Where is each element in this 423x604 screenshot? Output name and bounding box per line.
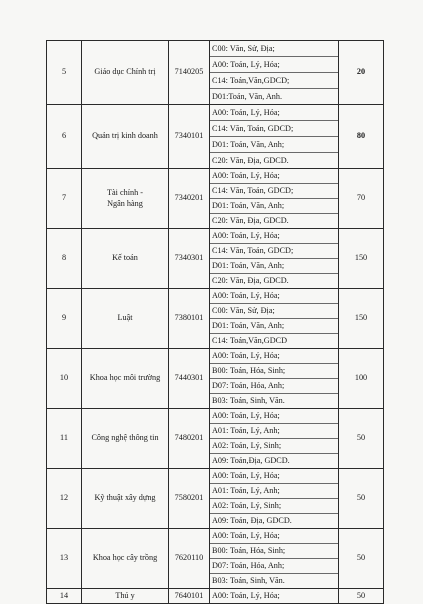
quota: 100	[339, 349, 384, 409]
major-code: 7340101	[169, 105, 210, 169]
subject-combos	[210, 289, 339, 349]
combo-item: A02: Toán, Lý, Sinh;	[210, 499, 338, 514]
combo-item: A00: Toán, Lý, Hóa;	[212, 591, 280, 600]
major-code: 7340301	[169, 229, 210, 289]
major-name: Kỹ thuật xây dựng	[82, 469, 169, 529]
combo-item: C20: Văn, Địa, GDCD.	[212, 216, 289, 225]
major-code: 7640101	[169, 589, 210, 604]
subject-combos	[210, 349, 339, 409]
combo-item: C00: Văn, Sử, Địa;	[210, 304, 338, 319]
row-number: 6	[47, 105, 82, 169]
subject-combos	[210, 41, 339, 105]
quota: 150	[339, 289, 384, 349]
combo-item: C00: Văn, Sử, Địa;	[210, 41, 338, 57]
table-row	[47, 349, 384, 409]
combo-item: C14: Văn, Toán, GDCD;	[210, 184, 338, 199]
major-code: 7380101	[169, 289, 210, 349]
combo-item: C14: Toán,Văn,GDCD;	[210, 73, 338, 89]
major-name: Luật	[82, 289, 169, 349]
quota: 50	[339, 469, 384, 529]
quota: 150	[339, 229, 384, 289]
major-code: 7140205	[169, 41, 210, 105]
subject-combos	[210, 529, 339, 589]
major-name: Thú y	[82, 589, 169, 604]
combo-item: C20: Văn, Địa, GDCD.	[212, 156, 289, 165]
combo-item: A00: Toán, Lý, Hóa;	[210, 169, 338, 184]
combo-item: A09: Toán,Địa, GDCD.	[212, 456, 290, 465]
major-name: Tài chính - Ngân hàng	[82, 169, 169, 229]
combo-item: B03: Toán, Sinh, Văn.	[212, 396, 285, 405]
table-row	[47, 409, 384, 469]
combo-item: C14: Toán,Văn,GDCD	[212, 336, 288, 345]
combo-item: A00: Toán, Lý, Hóa;	[210, 105, 338, 121]
quota: 70	[339, 169, 384, 229]
subject-combos	[210, 469, 339, 529]
major-code: 7340201	[169, 169, 210, 229]
major-code: 7480201	[169, 409, 210, 469]
combo-item: C14: Văn, Toán, GDCD;	[210, 244, 338, 259]
row-number: 5	[47, 41, 82, 105]
quota: 50	[339, 589, 384, 604]
table-body	[47, 41, 384, 604]
combo-item: A00: Toán, Lý, Hóa;	[210, 529, 338, 544]
major-name: Giáo dục Chính trị	[82, 41, 169, 105]
table-row	[47, 289, 384, 349]
combo-item: D01:Toán, Văn, Anh.	[212, 92, 282, 101]
admission-table	[46, 40, 384, 604]
combo-item: A00: Toán, Lý, Hóa;	[210, 57, 338, 73]
row-number: 13	[47, 529, 82, 589]
subject-combos	[210, 589, 339, 604]
row-number: 14	[47, 589, 82, 604]
combo-item: D01: Toán, Văn, Anh;	[210, 259, 338, 274]
row-number: 10	[47, 349, 82, 409]
combo-item: A01: Toán, Lý, Anh;	[210, 424, 338, 439]
combo-item: A09: Toán, Địa, GDCD.	[212, 516, 292, 525]
combo-item: C14: Văn, Toán, GDCD;	[210, 121, 338, 137]
quota: 50	[339, 529, 384, 589]
major-code: 7620110	[169, 529, 210, 589]
row-number: 7	[47, 169, 82, 229]
quota: 80	[339, 105, 384, 169]
row-number: 8	[47, 229, 82, 289]
table-row	[47, 229, 384, 289]
major-name: Quản trị kinh doanh	[82, 105, 169, 169]
combo-item: D07: Toán, Hóa, Anh;	[210, 559, 338, 574]
table-row	[47, 169, 384, 229]
combo-item: D01: Toán, Văn, Anh;	[210, 319, 338, 334]
major-code: 7580201	[169, 469, 210, 529]
major-code: 7440301	[169, 349, 210, 409]
combo-item: A00: Toán, Lý, Hóa;	[210, 289, 338, 304]
combo-item: D07: Toán, Hóa, Anh;	[210, 379, 338, 394]
table-row	[47, 105, 384, 169]
subject-combos	[210, 409, 339, 469]
major-name: Công nghệ thông tin	[82, 409, 169, 469]
combo-item: A00: Toán, Lý, Hóa;	[210, 409, 338, 424]
combo-item: B03: Toán, Sinh, Văn.	[212, 576, 285, 585]
combo-item: D01: Toán, Văn, Anh;	[210, 137, 338, 153]
row-number: 12	[47, 469, 82, 529]
combo-item: C20: Văn, Địa, GDCD.	[212, 276, 289, 285]
combo-item: D01: Toán, Văn, Anh;	[210, 199, 338, 214]
table-row	[47, 529, 384, 589]
combo-item: B00: Toán, Hóa, Sinh;	[210, 544, 338, 559]
subject-combos	[210, 105, 339, 169]
combo-item: A00: Toán, Lý, Hóa;	[210, 229, 338, 244]
major-name: Khoa học cây trồng	[82, 529, 169, 589]
combo-item: A00: Toán, Lý, Hóa;	[210, 349, 338, 364]
table-row	[47, 469, 384, 529]
row-number: 9	[47, 289, 82, 349]
combo-item: A01: Toán, Lý, Anh;	[210, 484, 338, 499]
combo-item: A00: Toán, Lý, Hóa;	[210, 469, 338, 484]
quota: 50	[339, 409, 384, 469]
subject-combos	[210, 169, 339, 229]
major-name: Khoa học môi trường	[82, 349, 169, 409]
row-number: 11	[47, 409, 82, 469]
subject-combos	[210, 229, 339, 289]
quota: 20	[339, 41, 384, 105]
table-row	[47, 41, 384, 105]
table-row	[47, 589, 384, 604]
combo-item: B00: Toán, Hóa, Sinh;	[210, 364, 338, 379]
major-name: Kế toán	[82, 229, 169, 289]
combo-item: A02: Toán, Lý, Sinh;	[210, 439, 338, 454]
